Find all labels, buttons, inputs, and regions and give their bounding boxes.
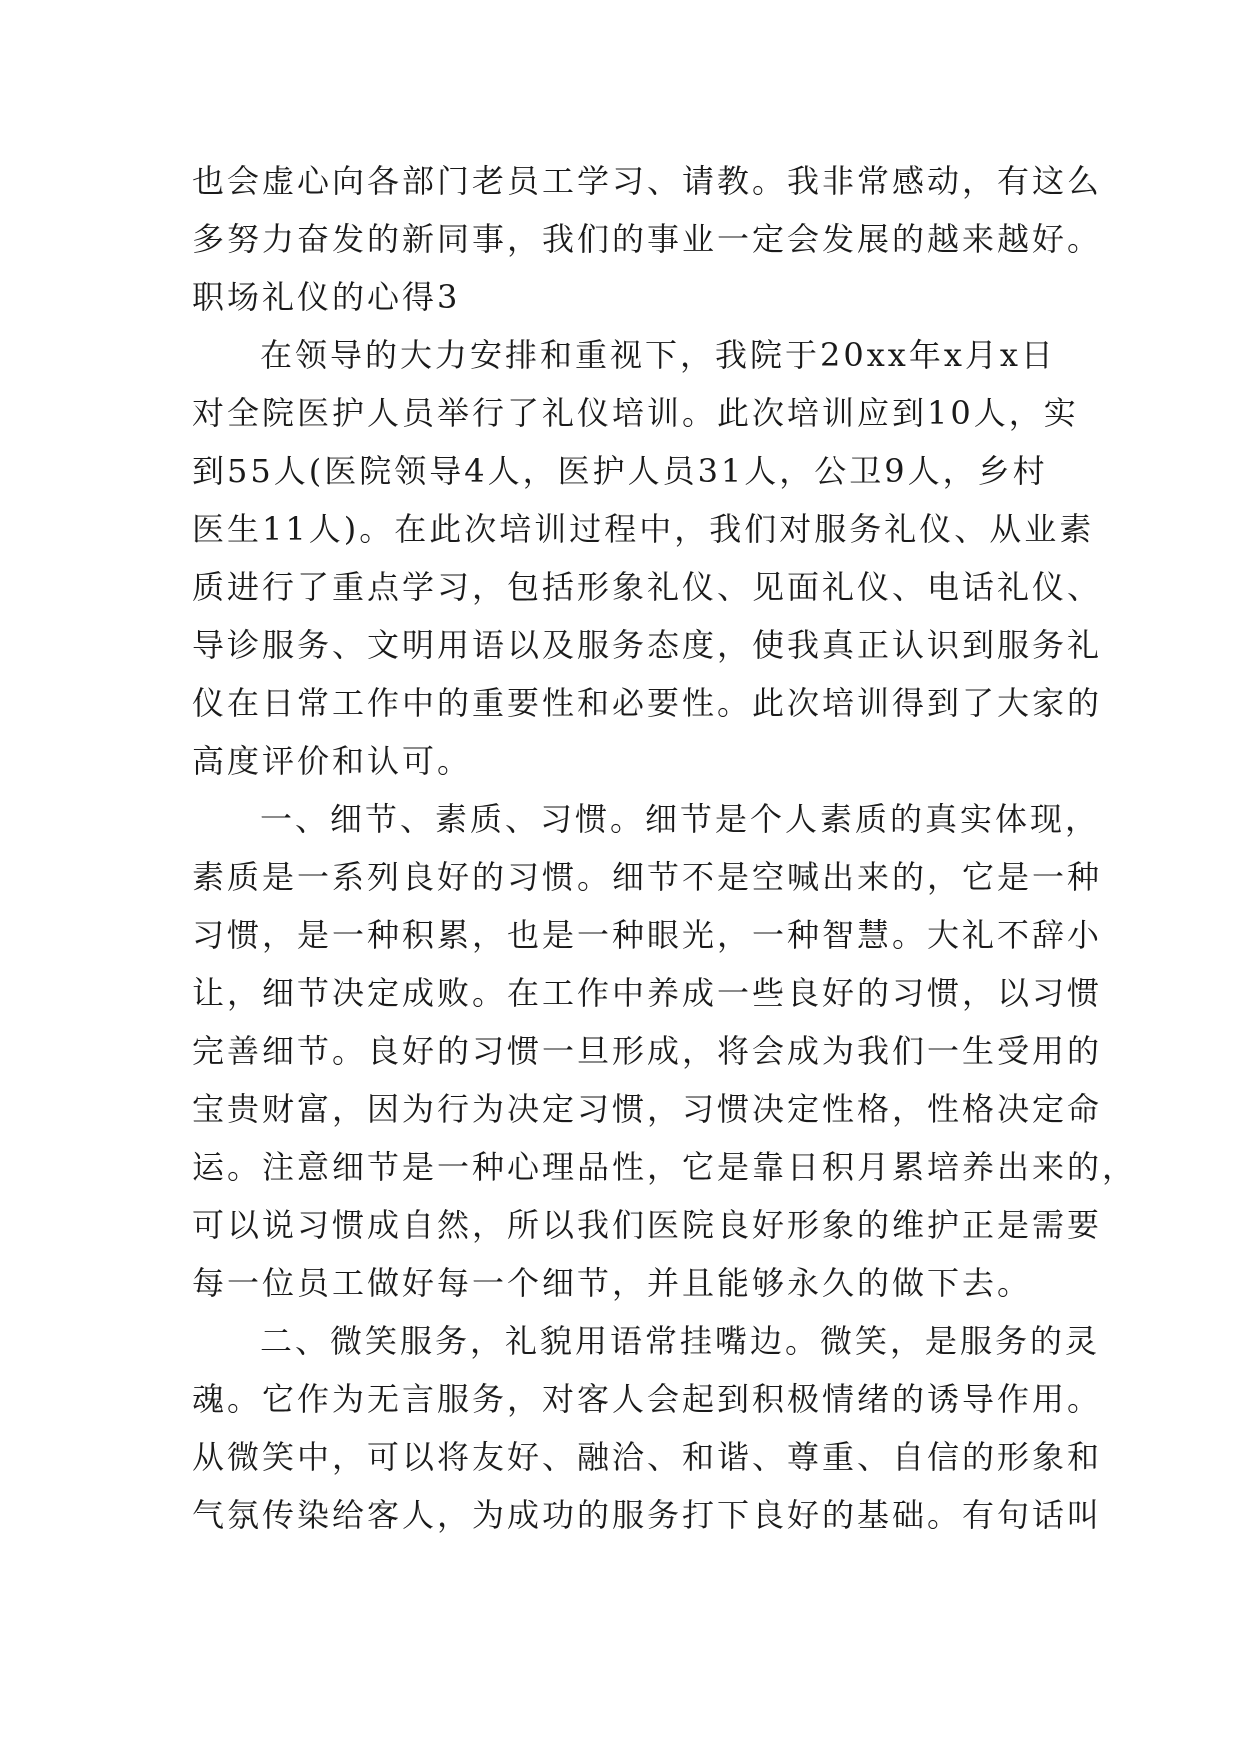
paragraph-first-line: 在领导的大力安排和重视下，我院于20xx年x月x日: [260, 336, 1056, 374]
text-line: 魂。它作为无言服务，对客人会起到积极情绪的诱导作用。: [192, 1380, 1103, 1418]
text-line: 习惯，是一种积累，也是一种眼光，一种智慧。大礼不辞小: [192, 916, 1103, 954]
paragraph-first-line: 二、微笑服务，礼貌用语常挂嘴边。微笑，是服务的灵: [260, 1322, 1101, 1360]
text-line: 每一位员工做好每一个细节，并且能够永久的做下去。: [192, 1264, 1033, 1302]
text-line: 气氛传染给客人，为成功的服务打下良好的基础。有句话叫: [192, 1496, 1103, 1534]
text-line: 让，细节决定成败。在工作中养成一些良好的习惯，以习惯: [192, 974, 1103, 1012]
text-line: 对全院医护人员举行了礼仪培训。此次培训应到10人，实: [192, 394, 1079, 432]
text-line: 可以说习惯成自然，所以我们医院良好形象的维护正是需要: [192, 1206, 1103, 1244]
text-line: 完善细节。良好的习惯一旦形成，将会成为我们一生受用的: [192, 1032, 1103, 1070]
text-line: 多努力奋发的新同事，我们的事业一定会发展的越来越好。: [192, 220, 1103, 258]
text-line: 也会虚心向各部门老员工学习、请教。我非常感动，有这么: [192, 162, 1103, 200]
text-line: 仪在日常工作中的重要性和必要性。此次培训得到了大家的: [192, 684, 1103, 722]
text-line: 宝贵财富，因为行为决定习惯，习惯决定性格，性格决定命: [192, 1090, 1103, 1128]
paragraph-first-line: 一、细节、素质、习惯。细节是个人素质的真实体现，: [260, 800, 1101, 838]
document-body: [192, 152, 1138, 1544]
section-heading: 职场礼仪的心得3: [192, 278, 461, 316]
text-line: 医生11人)。在此次培训过程中，我们对服务礼仪、从业素: [192, 510, 1095, 548]
text-line: 运。注意细节是一种心理品性，它是靠日积月累培养出来的，: [192, 1148, 1138, 1186]
text-line: 到55人(医院领导4人，医护人员31人，公卫9人，乡村: [192, 452, 1048, 490]
text-line: 从微笑中，可以将友好、融洽、和谐、尊重、自信的形象和: [192, 1438, 1103, 1476]
text-line: 高度评价和认可。: [192, 742, 473, 780]
text-line: 导诊服务、文明用语以及服务态度，使我真正认识到服务礼: [192, 626, 1103, 664]
text-line: 素质是一系列良好的习惯。细节不是空喊出来的，它是一种: [192, 858, 1103, 896]
text-line: 质进行了重点学习，包括形象礼仪、见面礼仪、电话礼仪、: [192, 568, 1103, 606]
